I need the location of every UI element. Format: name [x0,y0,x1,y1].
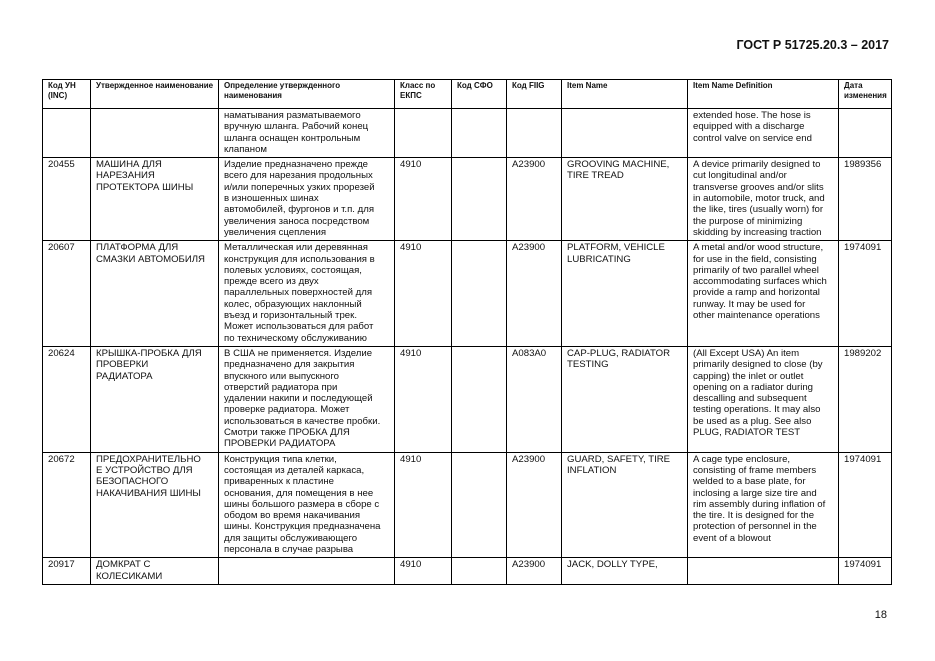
cell-date [839,558,892,585]
cell-date-text: 1974091 [844,242,882,254]
cell-item-definition-text: A cage type enclosure, consisting of frame members welded to a base plate, for inclosing a large size tire and rim assembly during inflation of the tire. It is designed for the protection of personnel in the event of a blowout [693,453,826,544]
cell-ekps [395,109,452,158]
cell-inc-text: 20672 [48,453,75,465]
cell-fiig [507,158,562,241]
cell-ru-definition-text: Металлическая или деревянная конструкция для использования в полевых условиях, состоящая, прежде всего из двух параллельных поверхностей для колес, образующих наклонный въезд и горизонтальный трек. Может использоваться для работ по техническому обслуживанию [224,242,375,344]
cell-fiig-text: A23900 [512,159,546,171]
cell-date [839,158,892,241]
col-header-item-definition: Item Name Definition [688,80,839,109]
cell-ekps [395,558,452,585]
col-header-sfo: Код СФО [452,80,507,109]
cell-inc [43,558,91,585]
col-header-ekps: Класс по ЕКПС [395,80,452,109]
cell-ru-definition [219,558,395,585]
col-header-fiig: Код FIIG [507,80,562,109]
cell-ru-name-text: ПЛАТФОРМА ДЛЯ СМАЗКИ АВТОМОБИЛЯ [96,242,205,265]
cell-item-name-text: GROOVING MACHINE, TIRE TREAD [567,159,670,182]
cell-inc [43,158,91,241]
cell-inc [43,241,91,347]
cell-item-name-text: CAP-PLUG, RADIATOR TESTING [567,347,671,371]
cell-ru-definition [219,109,395,158]
cell-date [839,346,892,452]
cell-item-definition [688,346,839,452]
cell-item-definition [688,158,839,241]
cell-item-name [562,241,688,347]
cell-ru-name [91,158,219,241]
cell-item-definition-text: A metal and/or wood structure, for use in the field, consisting primarily of two parallel wheel accommodating surfaces which provide a ramp and horizontal runway. It may be used for other maintenance operations [693,242,827,322]
cell-fiig [507,558,562,585]
cell-fiig-text: A23900 [512,242,546,254]
col-header-date: Дата изменения [839,80,892,109]
cell-ru-name-text: ДОМКРАТ С КОЛЕСИКАМИ [96,559,163,582]
cell-ekps-text: 4910 [400,159,422,171]
cell-item-name [562,158,688,241]
cell-sfo [452,346,507,452]
cell-item-name-text: JACK, DOLLY TYPE, [567,559,658,571]
cell-ekps-text: 4910 [400,453,422,465]
cell-item-name [562,346,688,452]
col-header-item-name: Item Name [562,80,688,109]
cell-ru-name [91,346,219,452]
cell-item-name [562,558,688,585]
cell-ekps-text: 4910 [400,347,422,359]
cell-fiig-text: A23900 [512,559,546,571]
cell-ru-definition-text: Изделие предназначено прежде всего для нарезания продольных и/или поперечных узких прорезей в изношенных шинах автомобилей, фургонов и т.п. для увеличения заноса посредством увеличения сцепления [224,159,375,238]
cell-item-name-text: PLATFORM, VEHICLE LUBRICATING [567,242,665,265]
cell-ekps-text: 4910 [400,559,422,571]
cell-ekps-text: 4910 [400,242,422,254]
cell-inc-text: 20607 [48,242,75,254]
table-row [43,241,892,347]
cell-ru-definition [219,158,395,241]
cell-ekps [395,452,452,558]
cell-fiig-text: A083A0 [512,347,547,359]
cell-date-text: 1989356 [844,159,882,171]
cell-fiig [507,452,562,558]
table-row [43,109,892,158]
cell-inc-text: 20624 [48,347,75,359]
cell-date-text: 1989202 [844,347,882,359]
cell-ru-definition-text: В США не применяется. Изделие предназначено для закрытия впускного или выпускного отверстий радиатора при удалении накипи и последующей проверке радиатора. Может использоваться в качестве пробки. Смотри также ПРОБКА ДЛЯ ПРОВЕРКИ РАДИАТОРА [224,347,381,450]
cell-fiig-text: A23900 [512,453,546,465]
cell-item-definition [688,452,839,558]
cell-ru-name-text: ПРЕДОХРАНИТЕЛЬНО Е УСТРОЙСТВО ДЛЯ БЕЗОПАСНОГО НАКАЧИВАНИЯ ШИНЫ [96,453,201,499]
cell-ekps [395,346,452,452]
catalog-table [42,79,892,585]
cell-ru-definition-text: Конструкция типа клетки, состоящая из деталей каркаса, приваренных к пластине основания, для помещения в нее шины большого размера в сборе с ободом во время накачивания шины. Конструкция предназначена для защиты обслуживающего персонала в случае разрыва [224,453,381,555]
cell-fiig [507,241,562,347]
cell-ekps [395,158,452,241]
cell-sfo [452,158,507,241]
cell-date-text: 1974091 [844,453,882,465]
cell-item-definition [688,241,839,347]
page-number: 18 [874,609,887,621]
cell-ru-definition [219,241,395,347]
cell-sfo [452,241,507,347]
cell-fiig [507,346,562,452]
cell-item-definition-text: (All Except USA) An item primarily designed to close (by capping) the inlet or outlet opening on a radiator during descalling and subsequent testing operations. It may also be used as a plug. See also PLUG, RADIATOR TEST [693,347,823,439]
table-row [43,558,892,585]
cell-inc-text: 20917 [48,559,75,571]
cell-item-definition [688,109,839,158]
cell-inc-text: 20455 [48,159,75,171]
cell-item-name [562,109,688,158]
cell-date [839,452,892,558]
cell-date [839,241,892,347]
cell-ru-name-text: КРЫШКА-ПРОБКА ДЛЯ ПРОВЕРКИ РАДИАТОРА [96,347,202,382]
cell-item-definition-text: extended hose. The hose is equipped with a discharge control valve on service end [693,110,812,144]
cell-ru-name [91,452,219,558]
col-header-inc: Код УН (INC) [43,80,91,109]
cell-inc [43,452,91,558]
cell-sfo [452,109,507,158]
cell-inc [43,346,91,452]
table-row [43,452,892,558]
cell-item-name [562,452,688,558]
cell-sfo [452,558,507,585]
cell-ru-name [91,109,219,158]
cell-item-definition-text: A device primarily designed to cut longitudinal and/or transverse grooves and/or slits in automobile, motor truck, and the like, tires (usually worn) for the purpose of minimizing skidding by increasing traction [693,159,825,238]
table-row [43,346,892,452]
cell-ekps [395,241,452,347]
cell-date-text: 1974091 [844,559,882,571]
cell-inc [43,109,91,158]
cell-ru-definition-text: наматывания разматываемого вручную шланга. Рабочий конец шланга оснащен контрольным клапаном [224,110,369,155]
cell-fiig [507,109,562,158]
cell-ru-name [91,241,219,347]
cell-ru-name [91,558,219,585]
table-row [43,158,892,241]
cell-item-definition [688,558,839,585]
col-header-ru-definition: Определение утвержденного наименования [219,80,395,109]
table-header-row [43,80,892,109]
document-code: ГОСТ Р 51725.20.3 – 2017 [736,38,889,52]
cell-date [839,109,892,158]
cell-ru-name-text: МАШИНА ДЛЯ НАРЕЗАНИЯ ПРОТЕКТОРА ШИНЫ [96,159,194,193]
col-header-ru-name: Утвержденное наименование [91,80,219,109]
cell-ru-definition [219,346,395,452]
cell-ru-definition [219,452,395,558]
cell-sfo [452,452,507,558]
cell-item-name-text: GUARD, SAFETY, TIRE INFLATION [567,453,671,476]
